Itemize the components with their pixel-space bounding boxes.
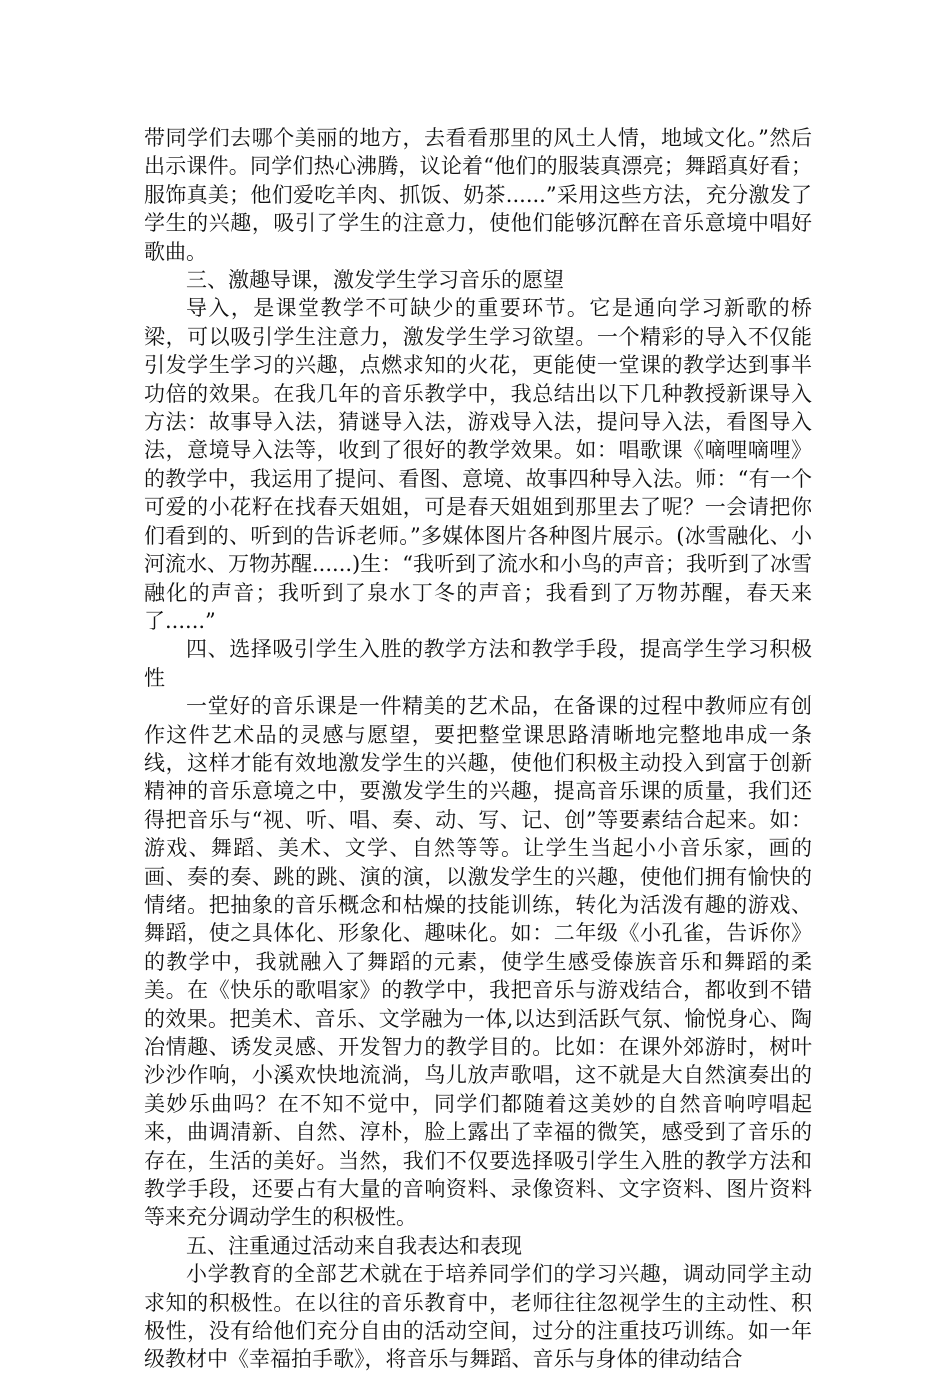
body-paragraph-teaching-methods: 一堂好的音乐课是一件精美的艺术品，在备课的过程中教师应有创作这件艺术品的灵感与愿望，要把整堂课思路清晰地完整地串成一条线，这样才能有效地激发学生的兴趣，使他们积极主动投入到富于创新精神的音乐意境之中，要激发学生的兴趣，提高音乐课的质量，我们还得把音乐与“视、听、唱、奏、动、写、记、创”等要素结合起来。如：游戏、舞蹈、美术、文学、自然等等。让学生当起小小音乐家，画的画、奏的奏、跳的跳、演的演，以激发学生的兴趣，使他们拥有愉快的情绪。把抽象的音乐概念和枯燥的技能训练，转化为活泼有趣的游戏、舞蹈，使之具体化、形象化、趣味化。如：二年级《小孔雀，告诉你》的教学中，我就融入了舞蹈的元素，使学生感受傣族音乐和舞蹈的柔美。在《快乐的歌唱家》的教学中，我把音乐与游戏结合，都收到不错的效果。把美术、音乐、文学融为一体,以达到活跃气氛、愉悦身心、陶冶情趣、诱发灵感、开发智力的教学目的。比如：在课外郊游时，树叶沙沙作响，小溪欢快地流淌，鸟儿放声歌唱，这不就是大自然演奏出的美妙乐曲吗？在不知不觉中，同学们都随着这美妙的自然音响哼唱起来，曲调清新、自然、淳朴，脸上露出了幸福的微笑，感受到了音乐的存在，生活的美好。当然，我们不仅要选择吸引学生入胜的教学方法和教学手段，还要占有大量的音响资料、录像资料、文字资料、图片资料等来充分调动学生的积极性。: [144, 694, 812, 1230]
section-heading-five: 五、注重通过活动来自我表达和表现: [186, 1233, 522, 1258]
body-paragraph-introduction: 导入，是课堂教学不可缺少的重要环节。它是通向学习新歌的桥梁，可以吸引学生注意力，激发学生学习欲望。一个精彩的导入不仅能引发学生学习的兴趣，点燃求知的火花，更能使一堂课的教学达到事半功倍的效果。在我几年的音乐教学中，我总结出以下几种教授新课导入方法：故事导入法，猜谜导入法，游戏导入法，提问导入法，看图导入法，意境导入法等，收到了很好的教学效果。如：唱歌课《嘀哩嘀哩》的教学中，我运用了提问、看图、意境、故事四种导入法。师：“有一个可爱的小花籽在找春天姐姐，可是春天姐姐到那里去了呢？一会请把你们看到的、听到的告诉老师。”多媒体图片各种图片展示。(冰雪融化、小河流水、万物苏醒......)生：“我听到了流水和小鸟的声音；我听到了冰雪融化的声音；我听到了泉水丁冬的声音；我看到了万物苏醒，春天来了......”: [144, 296, 812, 633]
section-heading-four: 四、选择吸引学生入胜的教学方法和教学手段，提高学生学习积极性: [144, 637, 812, 690]
body-paragraph-continued: 带同学们去哪个美丽的地方，去看看那里的风土人情，地域文化。”然后出示课件。同学们热心沸腾，议论着“他们的服装真漂亮；舞蹈真好看；服饰真美；他们爱吃羊肉、抓饭、奶茶......”采用这些方法，充分激发了学生的兴趣，吸引了学生的注意力，使他们能够沉醉在音乐意境中唱好歌曲。: [144, 126, 812, 264]
document-body: [144, 124, 812, 1374]
body-paragraph-activities: 小学教育的全部艺术就在于培养同学们的学习兴趣，调动同学主动求知的积极性。在以往的音乐教育中，老师往往忽视学生的主动性、积极性，没有给他们充分自由的活动空间，过分的注重技巧训练。如一年级教材中《幸福拍手歌》，将音乐与舞蹈、音乐与身体的律动结合: [144, 1262, 812, 1372]
section-heading-three: 三、激趣导课，激发学生学习音乐的愿望: [186, 268, 564, 293]
